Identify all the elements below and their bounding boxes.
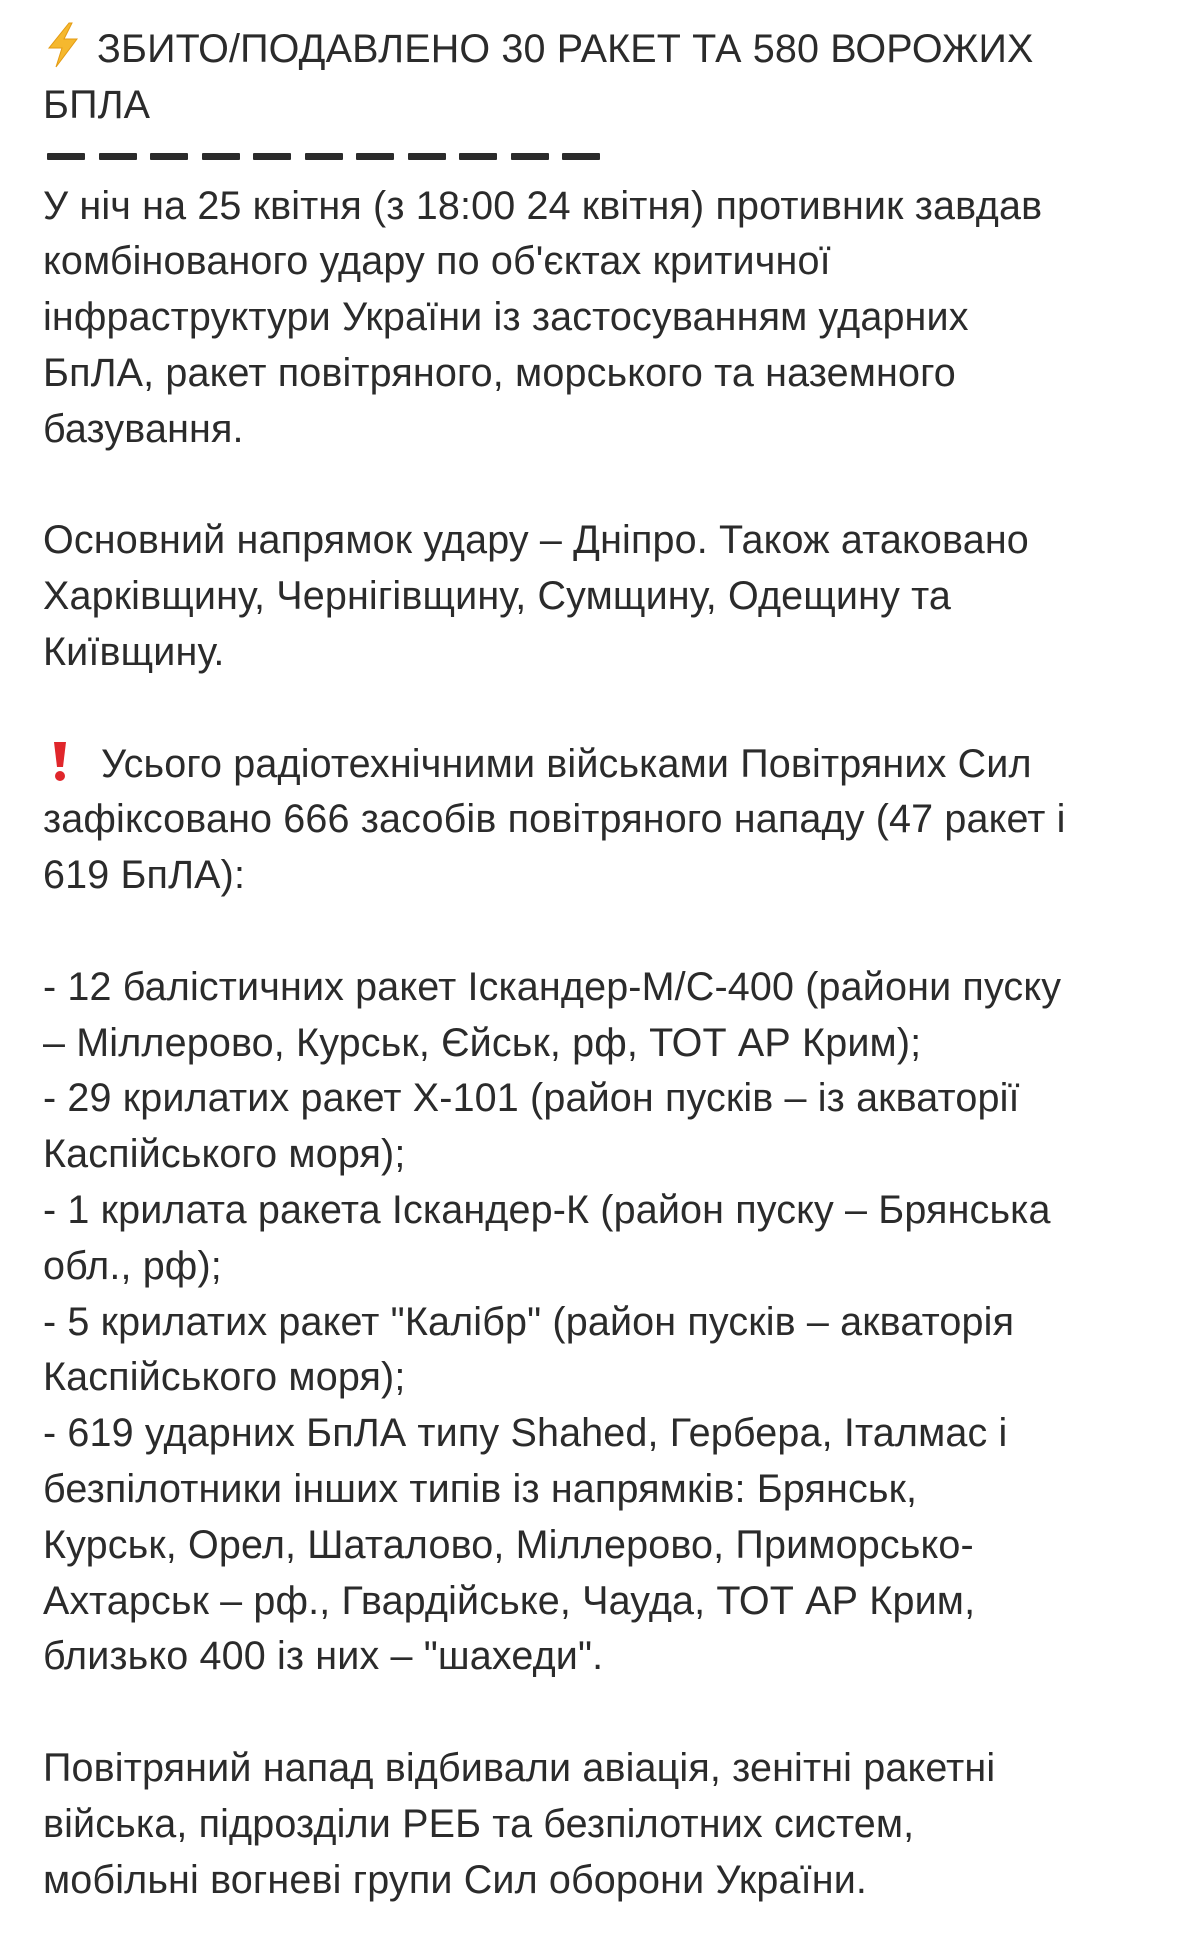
text-line: війська, підрозділи РЕБ та безпілотних систем, xyxy=(43,1801,915,1846)
paragraph-gap xyxy=(43,904,1173,960)
list-line: - 29 крилатих ракет Х-101 (район пусків – із акваторії xyxy=(43,1076,1020,1121)
list-line: безпілотники інших типів із напрямків: Брянськ, xyxy=(43,1466,918,1511)
lightning-bolt-icon xyxy=(43,22,83,68)
post-body xyxy=(43,22,1173,1908)
weapons-list xyxy=(43,960,1173,1685)
text-line: Основний напрямок удару – Дніпро. Також атаковано xyxy=(43,518,1029,563)
dash-segment xyxy=(253,153,291,160)
dash-segment xyxy=(356,153,394,160)
paragraph-totals xyxy=(43,737,1173,904)
post-title-text-2: БПЛА xyxy=(43,82,151,127)
text-line: мобільні вогневі групи Сил оборони України. xyxy=(43,1857,868,1902)
text-line: Повітряний напад відбивали авіація, зенітні ракетні xyxy=(43,1745,996,1790)
text-line: комбінованого удару по об'єктах критичної xyxy=(43,239,831,284)
dash-segment xyxy=(459,153,497,160)
list-line: Каспійського моря); xyxy=(43,1355,406,1400)
red-exclamation-icon xyxy=(51,739,69,783)
list-line: Ахтарськ – рф., Гвардійське, Чауда, ТОТ АР Крим, xyxy=(43,1578,976,1623)
list-line: - 619 ударних БпЛА типу Shahed, Гербера, Італмас і xyxy=(43,1411,1008,1456)
text-line: Харківщину, Чернігівщину, Сумщину, Одещину та xyxy=(43,574,952,619)
post-title-line-2 xyxy=(43,78,1173,134)
list-line: Каспійського моря); xyxy=(43,1132,406,1177)
list-line: - 5 крилатих ракет "Калібр" (район пусків – акваторія xyxy=(43,1299,1015,1344)
paragraph-gap xyxy=(43,458,1173,514)
text-line: зафіксовано 666 засобів повітряного нападу (47 ракет і xyxy=(43,797,1066,842)
dash-segment xyxy=(150,153,188,160)
dash-segment xyxy=(511,153,549,160)
dash-segment xyxy=(305,153,343,160)
dash-segment xyxy=(99,153,137,160)
list-line: - 12 балістичних ракет Іскандер-М/С-400 (райони пуску xyxy=(43,964,1062,1009)
list-line: близько 400 із них – "шахеди". xyxy=(43,1634,604,1679)
list-line: обл., рф); xyxy=(43,1243,222,1288)
dash-segment xyxy=(562,153,600,160)
list-line: Курськ, Орел, Шаталово, Міллерово, Приморсько- xyxy=(43,1522,974,1567)
dash-segment xyxy=(47,153,85,160)
list-line: - 1 крилата ракета Іскандер-К (район пуску – Брянська xyxy=(43,1187,1051,1232)
paragraph-gap xyxy=(43,681,1173,737)
text-line: У ніч на 25 квітня (з 18:00 24 квітня) противник завдав xyxy=(43,183,1043,228)
paragraph-gap xyxy=(43,1685,1173,1741)
text-line-with-icon xyxy=(43,737,1173,793)
post-title-text-1: ЗБИТО/ПОДАВЛЕНО 30 РАКЕТ ТА 580 ВОРОЖИХ xyxy=(97,27,1034,71)
text-line: базування. xyxy=(43,406,244,451)
dash-segment xyxy=(202,153,240,160)
dash-segment xyxy=(408,153,446,160)
text-line: Київщину. xyxy=(43,629,225,674)
post-title-line-1 xyxy=(43,22,1173,78)
text-line: Усього радіотехнічними військами Повітряних Сил xyxy=(101,741,1032,786)
text-line: інфраструктури України із застосуванням ударних xyxy=(43,295,969,340)
text-line: 619 БпЛА): xyxy=(43,853,246,898)
dash-divider xyxy=(43,134,1173,179)
list-line: – Міллерово, Курськ, Єйськ, рф, ТОТ АР Крим); xyxy=(43,1020,922,1065)
paragraph-attack-summary xyxy=(43,179,1173,458)
text-line: БпЛА, ракет повітряного, морського та наземного xyxy=(43,350,956,395)
paragraph-direction xyxy=(43,513,1173,680)
paragraph-defense xyxy=(43,1741,1173,1908)
